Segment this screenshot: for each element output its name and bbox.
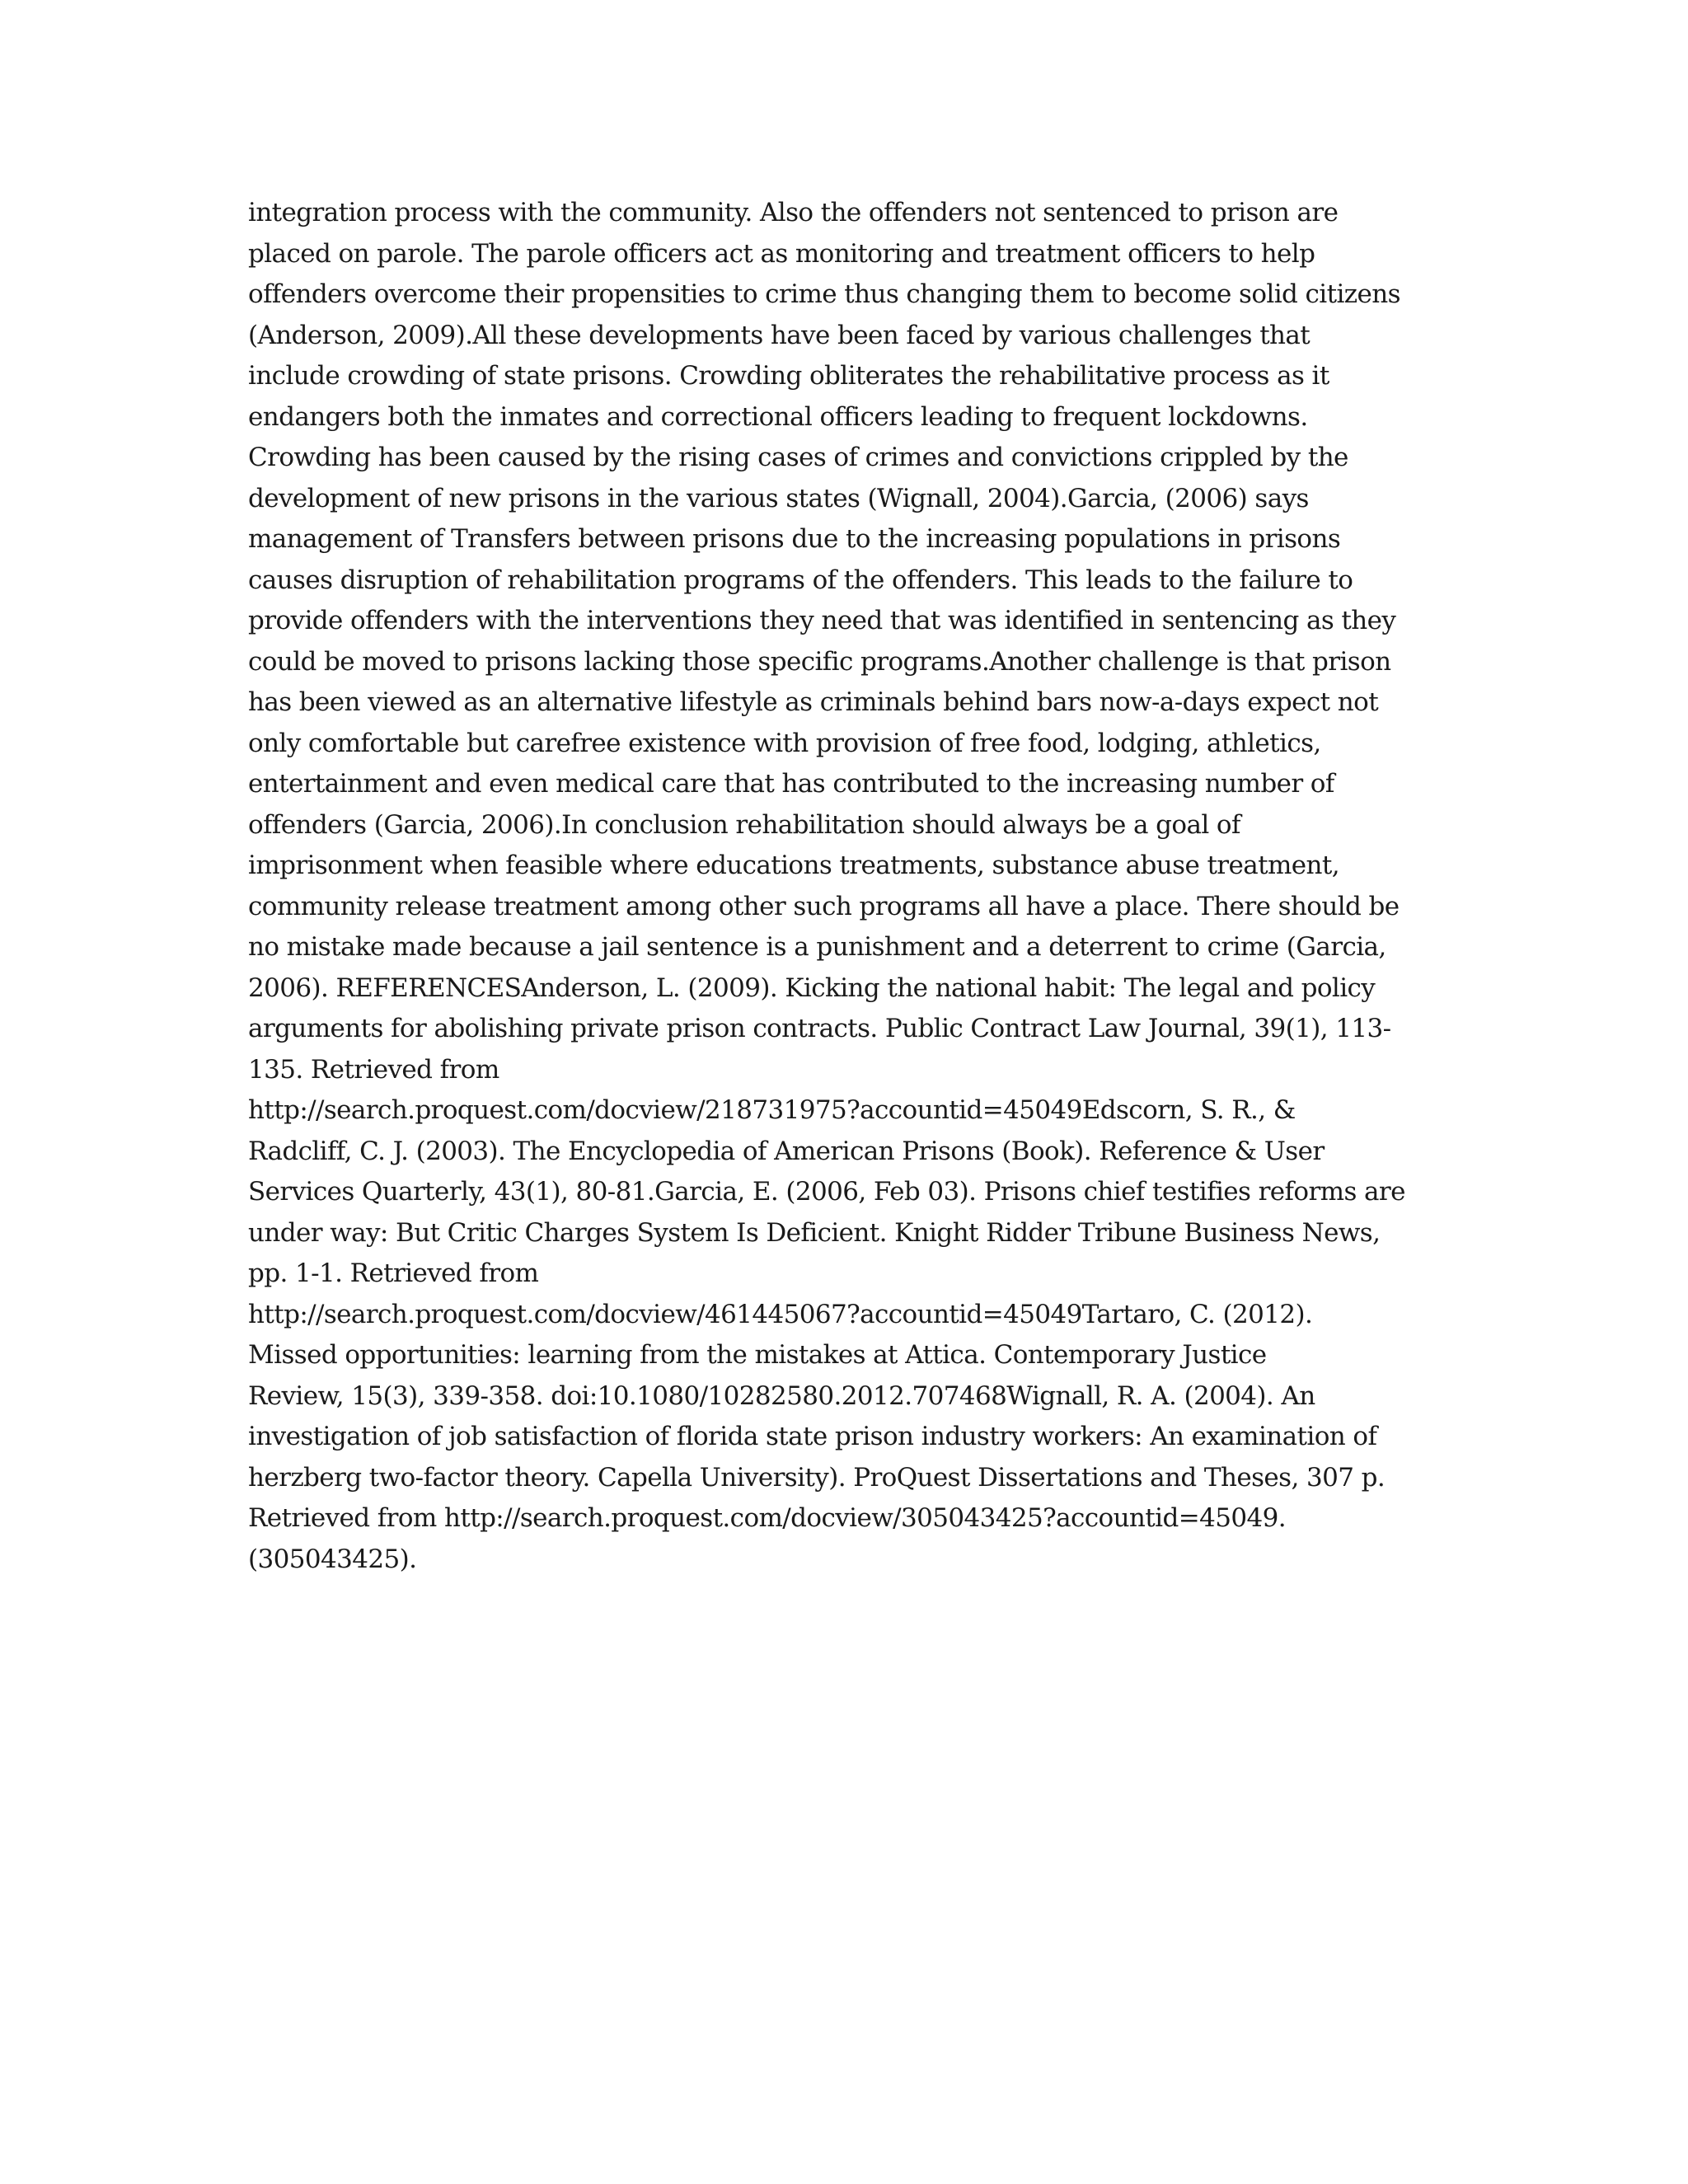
text-line: include crowding of state prisons. Crowding obliterates the rehabilitative process as it bbox=[248, 361, 1329, 391]
text-line: investigation of job satisfaction of florida state prison industry workers: An examination of bbox=[248, 1422, 1377, 1451]
reference-link-line: Retrieved from http://search.proquest.com/docview/305043425?accountid=45049. bbox=[248, 1503, 1286, 1533]
text-line: only comfortable but carefree existence with provision of free food, lodging, athletics, bbox=[248, 728, 1321, 758]
text-line: provide offenders with the interventions they need that was identified in sentencing as they bbox=[248, 606, 1396, 635]
text-line: development of new prisons in the various states (Wignall, 2004).Garcia, (2006) says bbox=[248, 483, 1309, 513]
text-line: 135. Retrieved from bbox=[248, 1054, 499, 1085]
text-line: herzberg two-factor theory. Capella University). ProQuest Dissertations and Theses, 307 p. bbox=[248, 1462, 1386, 1493]
text-line: Services Quarterly, 43(1), 80-81.Garcia, E. (2006, Feb 03). Prisons chief testifies reforms are bbox=[248, 1177, 1405, 1207]
text-line: pp. 1-1. Retrieved from bbox=[248, 1258, 539, 1288]
text-line: Missed opportunities: learning from the mistakes at Attica. Contemporary Justice bbox=[248, 1340, 1267, 1370]
text-line: causes disruption of rehabilitation programs of the offenders. This leads to the failure to bbox=[248, 565, 1353, 595]
text-line: (305043425). bbox=[248, 1544, 417, 1574]
text-line: placed on parole. The parole officers act as monitoring and treatment officers to help bbox=[248, 238, 1315, 269]
reference-link-line: http://search.proquest.com/docview/461445067?accountid=45049Tartaro, C. (2012). bbox=[248, 1299, 1313, 1329]
body-text bbox=[248, 193, 1443, 1580]
text-line: has been viewed as an alternative lifestyle as criminals behind bars now-a-days expect not bbox=[248, 687, 1379, 717]
reference-link-line: http://search.proquest.com/docview/218731975?accountid=45049Edscorn, S. R., & bbox=[248, 1095, 1296, 1125]
text-line: management of Transfers between prisons due to the increasing populations in prisons bbox=[248, 524, 1341, 554]
text-line: no mistake made because a jail sentence is a punishment and a deterrent to crime (Garcia, bbox=[248, 932, 1386, 962]
text-line: community release treatment among other such programs all have a place. There should be bbox=[248, 891, 1400, 921]
text-line: under way: But Critic Charges System Is Deficient. Knight Ridder Tribune Business News, bbox=[248, 1217, 1381, 1248]
text-line: offenders (Garcia, 2006).In conclusion rehabilitation should always be a goal of bbox=[248, 809, 1240, 840]
text-line: could be moved to prisons lacking those specific programs.Another challenge is that prison bbox=[248, 646, 1391, 677]
text-line: Radcliff, C. J. (2003). The Encyclopedia of American Prisons (Book). Reference & User bbox=[248, 1136, 1325, 1166]
text-line: 2006). REFERENCESAnderson, L. (2009). Kicking the national habit: The legal and policy bbox=[248, 972, 1376, 1003]
text-line: offenders overcome their propensities to crime thus changing them to become solid citizens bbox=[248, 279, 1400, 309]
text-line: Crowding has been caused by the rising cases of crimes and convictions crippled by the bbox=[248, 443, 1348, 472]
text-line: arguments for abolishing private prison contracts. Public Contract Law Journal, 39(1), 113- bbox=[248, 1014, 1391, 1043]
text-line: integration process with the community. Also the offenders not sentenced to prison are bbox=[248, 198, 1339, 227]
text-line: (Anderson, 2009).All these developments have been faced by various challenges that bbox=[248, 320, 1311, 350]
text-line: imprisonment when feasible where educations treatments, substance abuse treatment, bbox=[248, 851, 1340, 880]
text-line: Review, 15(3), 339-358. doi:10.1080/10282580.2012.707468Wignall, R. A. (2004). An bbox=[248, 1380, 1315, 1411]
text-line: endangers both the inmates and correctional officers leading to frequent lockdowns. bbox=[248, 401, 1308, 432]
text-line: entertainment and even medical care that has contributed to the increasing number of bbox=[248, 769, 1334, 799]
